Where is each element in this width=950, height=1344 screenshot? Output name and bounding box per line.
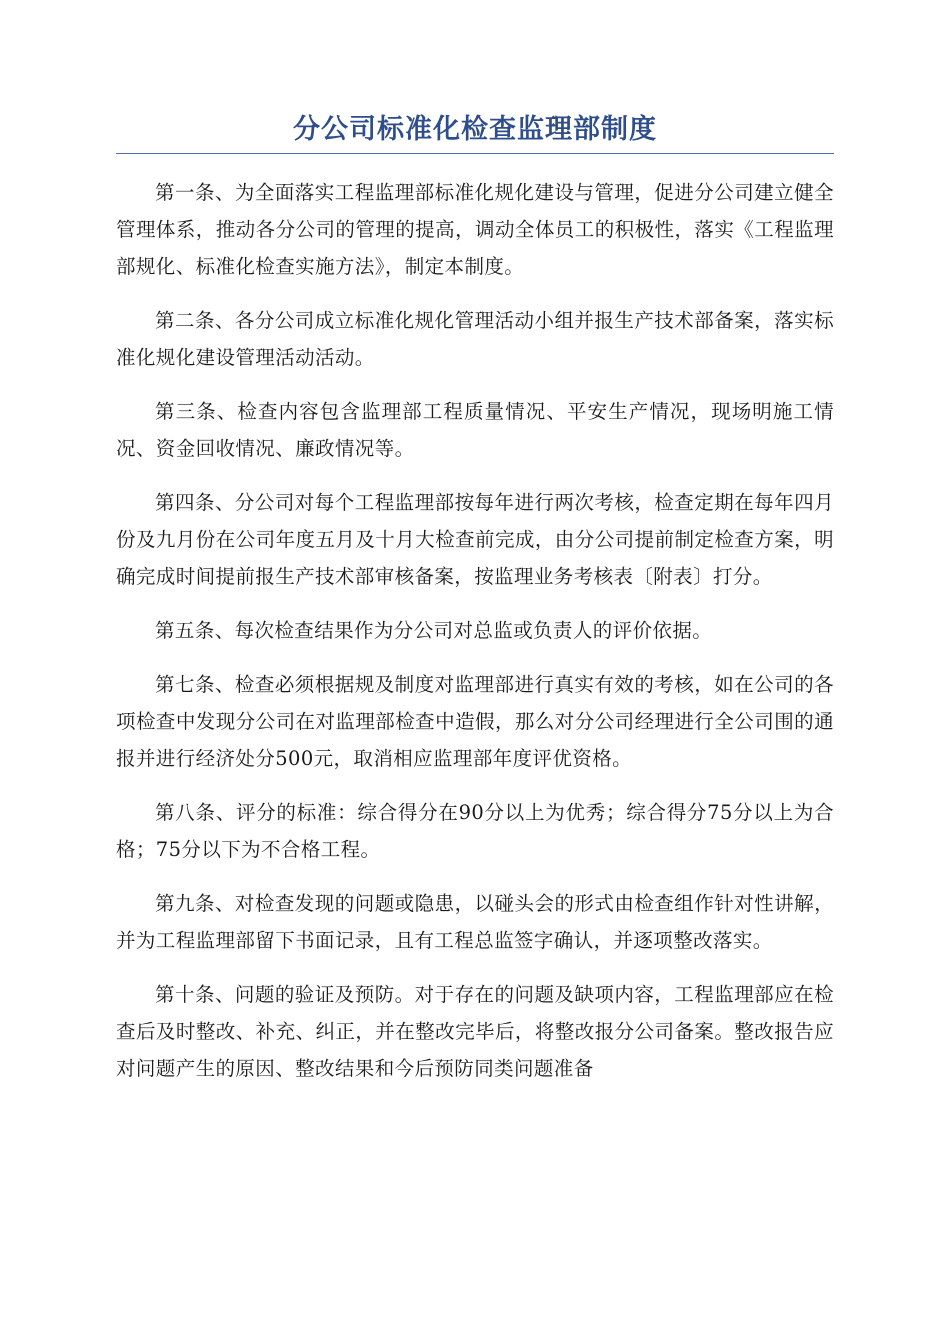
article-paragraph-9: 第九条、对检查发现的问题或隐患，以碰头会的形式由检查组作针对性讲解，并为工程监理部留下书面记录，且有工程总监签字确认，并逐项整改落实。	[116, 892, 834, 952]
article-paragraph-7: 第七条、检查必须根据规及制度对监理部进行真实有效的考核，如在公司的各项检查中发现分公司在对监理部检查中造假，那么对分公司经理进行全公司围的通报并进行经济处分500元，取消相应监理部年度评优资格。	[116, 673, 834, 770]
article-paragraph-8: 第八条、评分的标准：综合得分在90分以上为优秀；综合得分75分以上为合格；75分以下为不合格工程。	[116, 801, 834, 861]
article-paragraph-4: 第四条、分公司对每个工程监理部按每年进行两次考核，检查定期在每年四月份及九月份在公司年度五月及十月大检查前完成，由分公司提前制定检查方案，明确完成时间提前报生产技术部审核备案，按监理业务考核表〔附表〕打分。	[116, 491, 834, 588]
article-paragraph-1: 第一条、为全面落实工程监理部标准化规化建设与管理，促进分公司建立健全管理体系，推动各分公司的管理的提高，调动全体员工的积极性，落实《工程监理部规化、标准化检查实施方法》，制定本制度。	[116, 181, 834, 278]
article-paragraph-3: 第三条、检查内容包含监理部工程质量情况、平安生产情况，现场明施工情况、资金回收情况、廉政情况等。	[116, 400, 834, 460]
article-paragraph-2: 第二条、各分公司成立标准化规化管理活动小组并报生产技术部备案，落实标准化规化建设管理活动活动。	[116, 309, 834, 369]
document-title: 分公司标准化检查监理部制度	[293, 114, 657, 145]
title-underline	[116, 153, 834, 154]
document-body	[116, 174, 834, 1104]
article-paragraph-10: 第十条、问题的验证及预防。对于存在的问题及缺项内容，工程监理部应在检查后及时整改、补充、纠正，并在整改完毕后，将整改报分公司备案。整改报告应对问题产生的原因、整改结果和今后预防同类问题准备	[116, 983, 834, 1080]
article-paragraph-5: 第五条、每次检查结果作为分公司对总监或负责人的评价依据。	[155, 619, 713, 642]
